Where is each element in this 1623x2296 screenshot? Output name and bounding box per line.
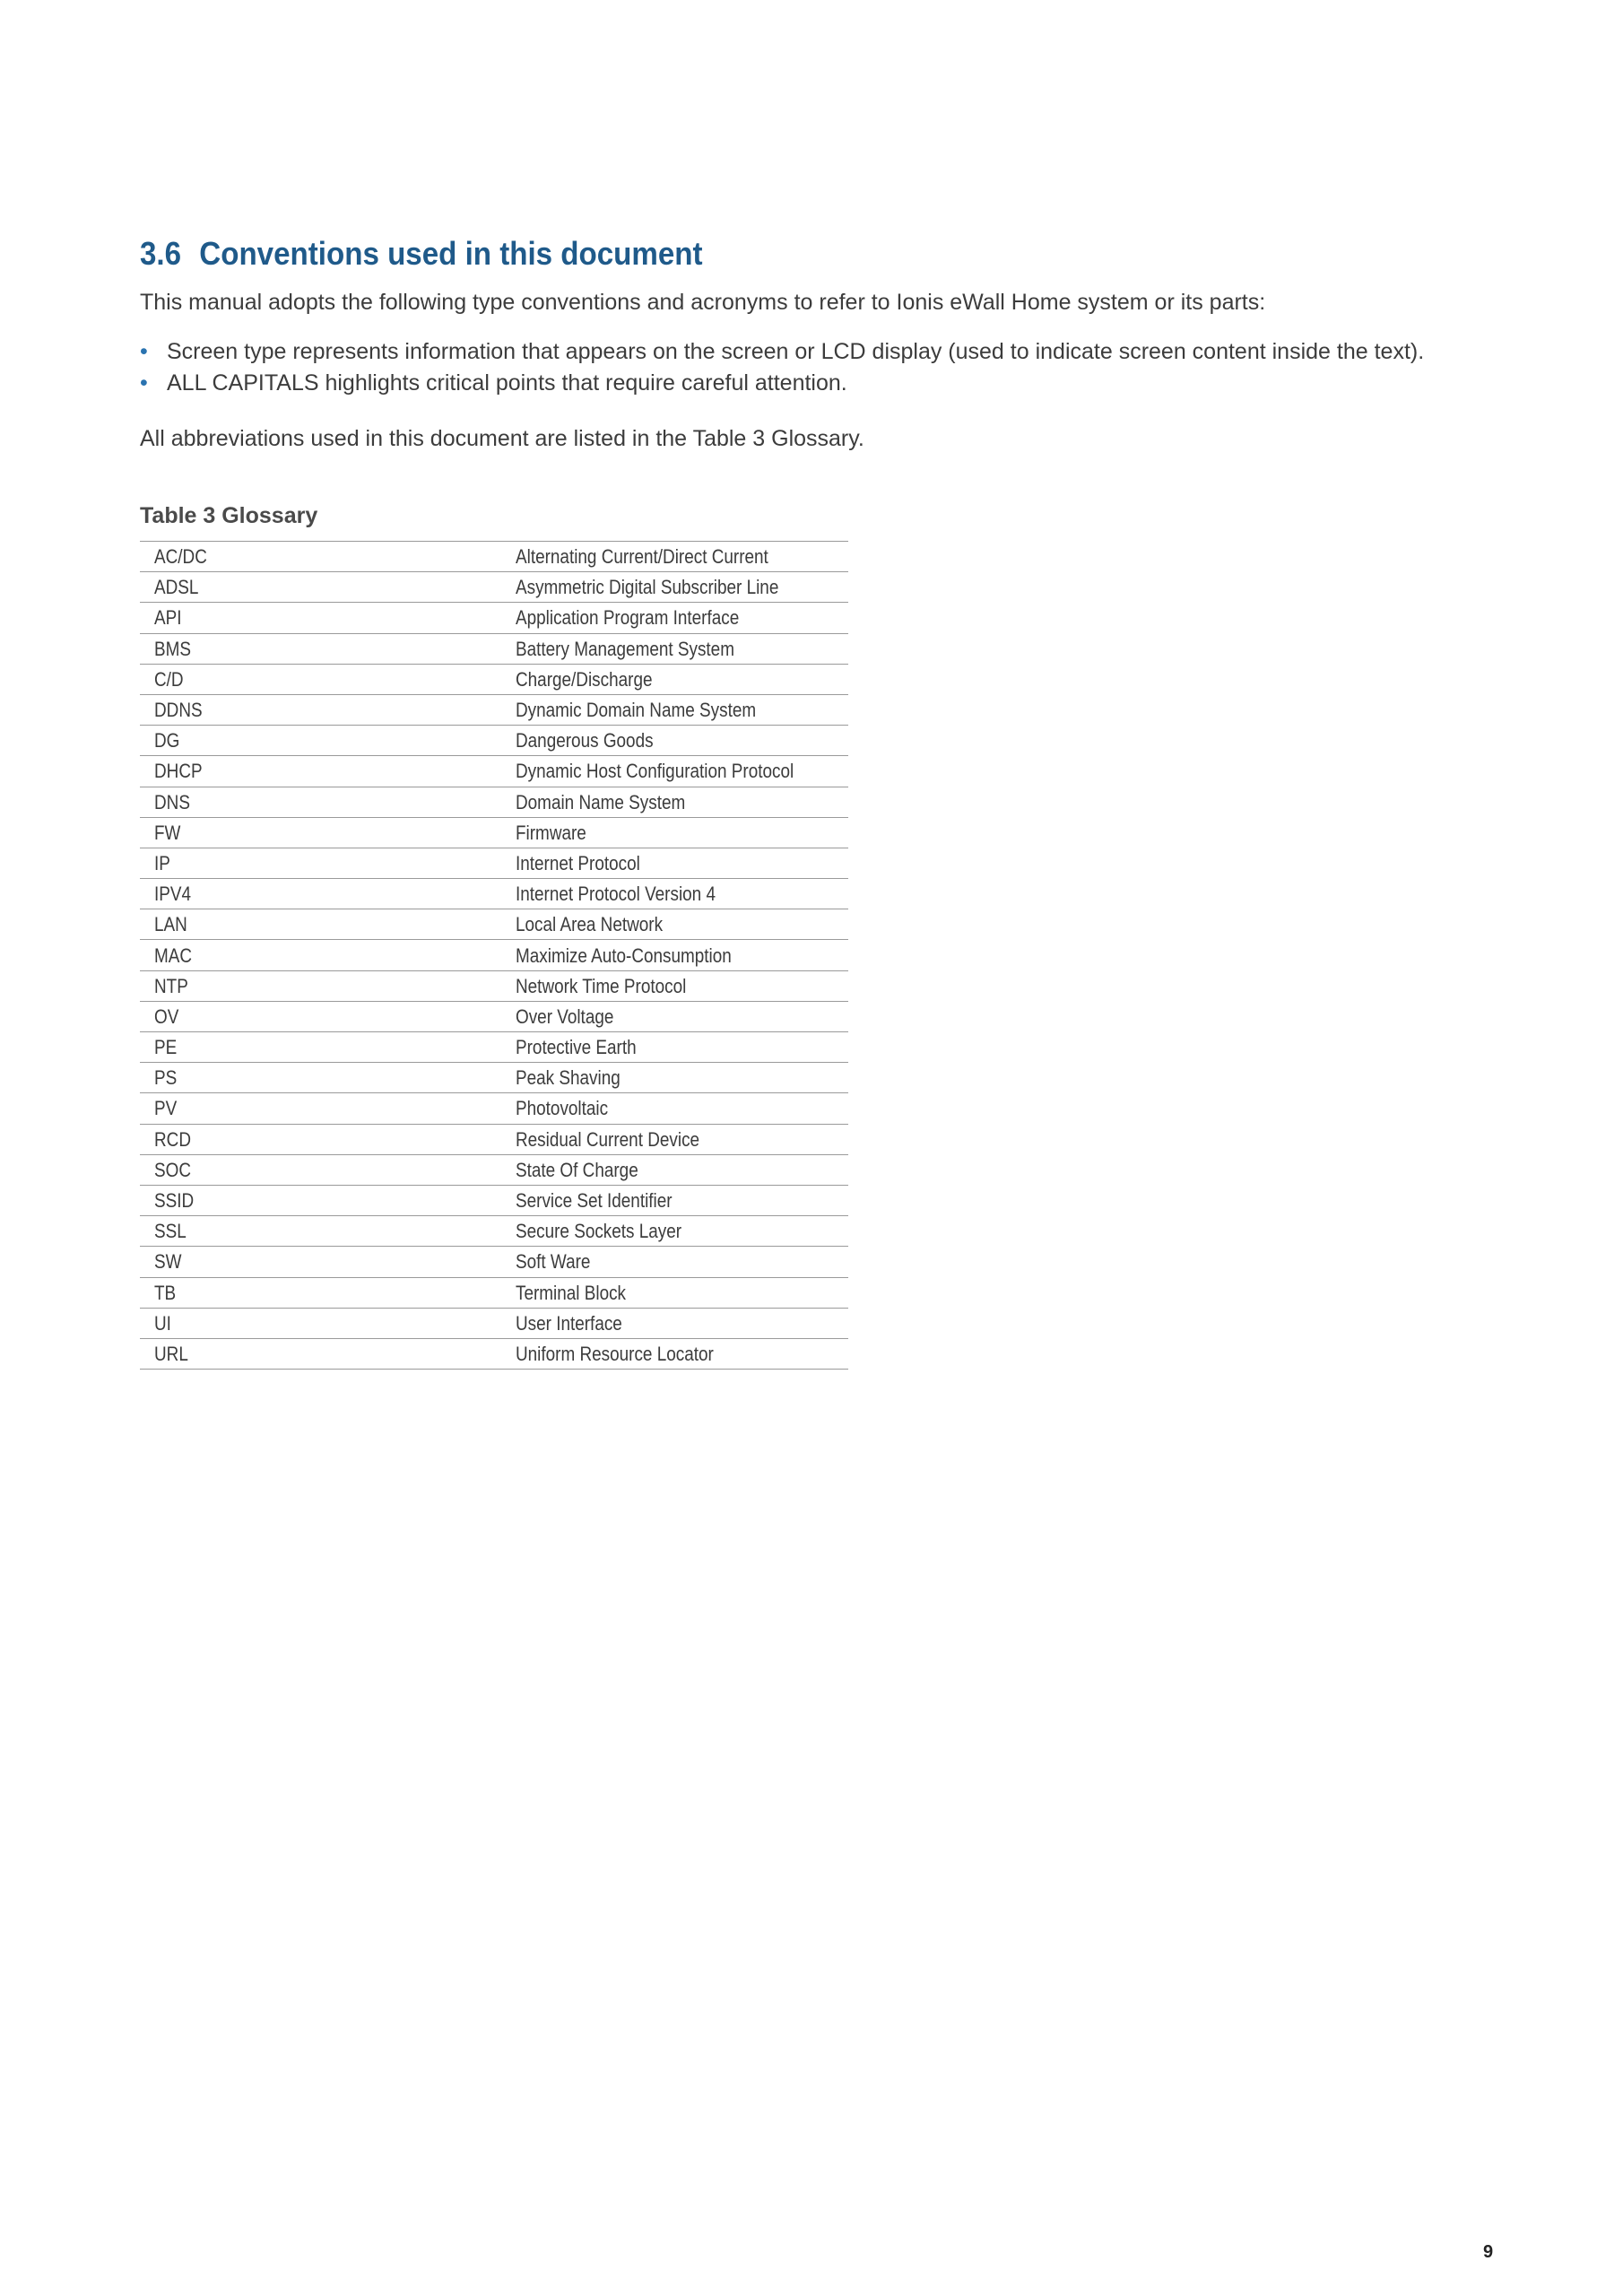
glossary-abbreviation-cell xyxy=(140,1277,516,1308)
glossary-abbreviation-cell xyxy=(140,603,516,633)
glossary-abbreviation-cell xyxy=(140,633,516,664)
table-row xyxy=(140,664,848,694)
glossary-abbreviation: LAN xyxy=(154,913,187,936)
section-title: Conventions used in this document xyxy=(199,235,703,272)
glossary-table-body xyxy=(140,542,848,1370)
table-row xyxy=(140,1216,848,1247)
glossary-definition-cell xyxy=(516,1185,848,1215)
glossary-definition: Application Program Interface xyxy=(516,606,740,630)
glossary-abbreviation-cell xyxy=(140,1124,516,1154)
glossary-abbreviation-cell xyxy=(140,940,516,970)
glossary-definition-cell xyxy=(516,940,848,970)
glossary-abbreviation-cell xyxy=(140,879,516,909)
glossary-abbreviation-cell xyxy=(140,817,516,848)
glossary-definition-cell xyxy=(516,1124,848,1154)
table-row xyxy=(140,756,848,787)
glossary-definition: Residual Current Device xyxy=(516,1127,700,1151)
table-row xyxy=(140,603,848,633)
glossary-definition-cell xyxy=(516,1063,848,1093)
table-row xyxy=(140,1185,848,1215)
glossary-abbreviation-cell xyxy=(140,542,516,572)
table-row xyxy=(140,848,848,878)
glossary-definition: Protective Earth xyxy=(516,1036,637,1059)
glossary-abbreviation: PV xyxy=(154,1097,178,1120)
glossary-definition-cell xyxy=(516,1216,848,1247)
glossary-abbreviation-cell xyxy=(140,1063,516,1093)
glossary-abbreviation-cell xyxy=(140,572,516,603)
glossary-definition: Dynamic Domain Name System xyxy=(516,699,757,722)
glossary-definition-cell xyxy=(516,1338,848,1369)
table-row xyxy=(140,970,848,1001)
glossary-definition-cell xyxy=(516,633,848,664)
glossary-abbreviation-cell xyxy=(140,664,516,694)
glossary-abbreviation-cell xyxy=(140,1216,516,1247)
glossary-definition-cell xyxy=(516,1308,848,1338)
glossary-abbreviation: DDNS xyxy=(154,699,203,722)
glossary-abbreviation: DG xyxy=(154,729,180,752)
glossary-definition-cell xyxy=(516,756,848,787)
glossary-definition-cell xyxy=(516,970,848,1001)
table-row xyxy=(140,572,848,603)
glossary-definition: Uniform Resource Locator xyxy=(516,1342,714,1365)
table-row xyxy=(140,1093,848,1124)
bullet-icon: • xyxy=(140,339,148,364)
glossary-abbreviation: SW xyxy=(154,1250,182,1274)
glossary-abbreviation-cell xyxy=(140,1308,516,1338)
glossary-definition-cell xyxy=(516,1093,848,1124)
glossary-definition-cell xyxy=(516,909,848,940)
glossary-definition-cell xyxy=(516,603,848,633)
glossary-abbreviation-cell xyxy=(140,848,516,878)
glossary-definition-cell xyxy=(516,817,848,848)
list-item-text: Screen type represents information that appears on the screen or LCD display (used to indicate screen content inside the text). xyxy=(167,339,1425,364)
glossary-abbreviation: MAC xyxy=(154,944,193,967)
table-row xyxy=(140,1338,848,1369)
glossary-abbreviation: API xyxy=(154,606,182,630)
abbreviations-note: All abbreviations used in this document are listed in the Table 3 Glossary. xyxy=(140,426,864,451)
glossary-definition-cell xyxy=(516,542,848,572)
glossary-abbreviation: DHCP xyxy=(154,760,203,783)
glossary-abbreviation: TB xyxy=(154,1281,177,1304)
glossary-abbreviation-cell xyxy=(140,1001,516,1031)
glossary-definition: Peak Shaving xyxy=(516,1066,621,1090)
glossary-definition: Photovoltaic xyxy=(516,1097,609,1120)
glossary-abbreviation: RCD xyxy=(154,1127,191,1151)
glossary-definition-cell xyxy=(516,1001,848,1031)
glossary-definition: User Interface xyxy=(516,1311,622,1335)
glossary-definition: Dynamic Host Configuration Protocol xyxy=(516,760,794,783)
glossary-definition-cell xyxy=(516,572,848,603)
glossary-abbreviation-cell xyxy=(140,1247,516,1277)
table-row xyxy=(140,633,848,664)
glossary-abbreviation: IP xyxy=(154,851,170,874)
list-item-text: ALL CAPITALS highlights critical points that require careful attention. xyxy=(167,370,847,396)
glossary-abbreviation-cell xyxy=(140,1185,516,1215)
glossary-abbreviation: OV xyxy=(154,1004,179,1028)
glossary-abbreviation: ADSL xyxy=(154,576,199,599)
glossary-abbreviation: UI xyxy=(154,1311,171,1335)
glossary-abbreviation-cell xyxy=(140,1154,516,1185)
glossary-abbreviation-cell xyxy=(140,787,516,817)
table-row xyxy=(140,909,848,940)
glossary-definition-cell xyxy=(516,1247,848,1277)
glossary-definition-cell xyxy=(516,848,848,878)
glossary-abbreviation: IPV4 xyxy=(154,883,192,906)
glossary-definition: Secure Sockets Layer xyxy=(516,1220,682,1243)
conventions-list xyxy=(140,336,1539,399)
table-row xyxy=(140,1154,848,1185)
glossary-definition: Alternating Current/Direct Current xyxy=(516,545,768,569)
glossary-definition-cell xyxy=(516,1154,848,1185)
glossary-definition: Dangerous Goods xyxy=(516,729,654,752)
glossary-abbreviation-cell xyxy=(140,1338,516,1369)
glossary-definition: Internet Protocol Version 4 xyxy=(516,883,716,906)
list-item xyxy=(140,336,1539,368)
glossary-definition-cell xyxy=(516,879,848,909)
table-row xyxy=(140,1001,848,1031)
table-row xyxy=(140,787,848,817)
glossary-table xyxy=(140,541,848,1370)
glossary-abbreviation: PS xyxy=(154,1066,178,1090)
table-row xyxy=(140,542,848,572)
glossary-definition-cell xyxy=(516,664,848,694)
table-row xyxy=(140,817,848,848)
table-row xyxy=(140,1277,848,1308)
table-row xyxy=(140,1032,848,1063)
glossary-abbreviation: C/D xyxy=(154,667,184,691)
glossary-abbreviation-cell xyxy=(140,970,516,1001)
glossary-definition: Soft Ware xyxy=(516,1250,591,1274)
glossary-definition: Local Area Network xyxy=(516,913,664,936)
glossary-abbreviation: BMS xyxy=(154,637,192,660)
table-row xyxy=(140,1247,848,1277)
glossary-abbreviation: URL xyxy=(154,1342,188,1365)
glossary-definition-cell xyxy=(516,694,848,725)
glossary-definition: Domain Name System xyxy=(516,790,686,813)
glossary-abbreviation-cell xyxy=(140,1032,516,1063)
glossary-abbreviation-cell xyxy=(140,726,516,756)
page-number: 9 xyxy=(1483,2242,1494,2262)
glossary-definition: Asymmetric Digital Subscriber Line xyxy=(516,576,779,599)
glossary-definition: Charge/Discharge xyxy=(516,667,653,691)
glossary-definition-cell xyxy=(516,726,848,756)
bullet-icon: • xyxy=(140,370,148,396)
glossary-definition-cell xyxy=(516,1277,848,1308)
table-row xyxy=(140,879,848,909)
page-content xyxy=(140,229,1539,1370)
glossary-abbreviation: SSL xyxy=(154,1220,187,1243)
glossary-abbreviation: AC/DC xyxy=(154,545,207,569)
glossary-definition: State Of Charge xyxy=(516,1158,638,1181)
section-number: 3.6 xyxy=(140,235,182,272)
glossary-definition: Firmware xyxy=(516,821,586,844)
glossary-abbreviation: DNS xyxy=(154,790,190,813)
glossary-definition: Battery Management System xyxy=(516,637,734,660)
list-item xyxy=(140,368,1539,399)
section-heading xyxy=(140,229,1427,279)
glossary-abbreviation: SOC xyxy=(154,1158,192,1181)
glossary-abbreviation-cell xyxy=(140,909,516,940)
glossary-abbreviation: SSID xyxy=(154,1189,195,1213)
glossary-abbreviation: PE xyxy=(154,1036,178,1059)
glossary-abbreviation-cell xyxy=(140,756,516,787)
glossary-abbreviation: FW xyxy=(154,821,181,844)
glossary-definition: Internet Protocol xyxy=(516,851,640,874)
glossary-definition-cell xyxy=(516,1032,848,1063)
table-row xyxy=(140,1063,848,1093)
glossary-definition: Maximize Auto-Consumption xyxy=(516,944,732,967)
glossary-abbreviation-cell xyxy=(140,1093,516,1124)
intro-paragraph: This manual adopts the following type conventions and acronyms to refer to Ionis eWall Home system or its parts: xyxy=(140,290,1266,315)
table-row xyxy=(140,726,848,756)
glossary-abbreviation: NTP xyxy=(154,974,188,997)
glossary-definition: Network Time Protocol xyxy=(516,974,687,997)
table-caption: Table 3 Glossary xyxy=(140,503,318,528)
glossary-definition: Terminal Block xyxy=(516,1281,627,1304)
glossary-definition: Over Voltage xyxy=(516,1004,614,1028)
glossary-definition-cell xyxy=(516,787,848,817)
table-row xyxy=(140,1124,848,1154)
table-row xyxy=(140,940,848,970)
glossary-abbreviation-cell xyxy=(140,694,516,725)
table-row xyxy=(140,694,848,725)
table-row xyxy=(140,1308,848,1338)
glossary-definition: Service Set Identifier xyxy=(516,1189,673,1213)
